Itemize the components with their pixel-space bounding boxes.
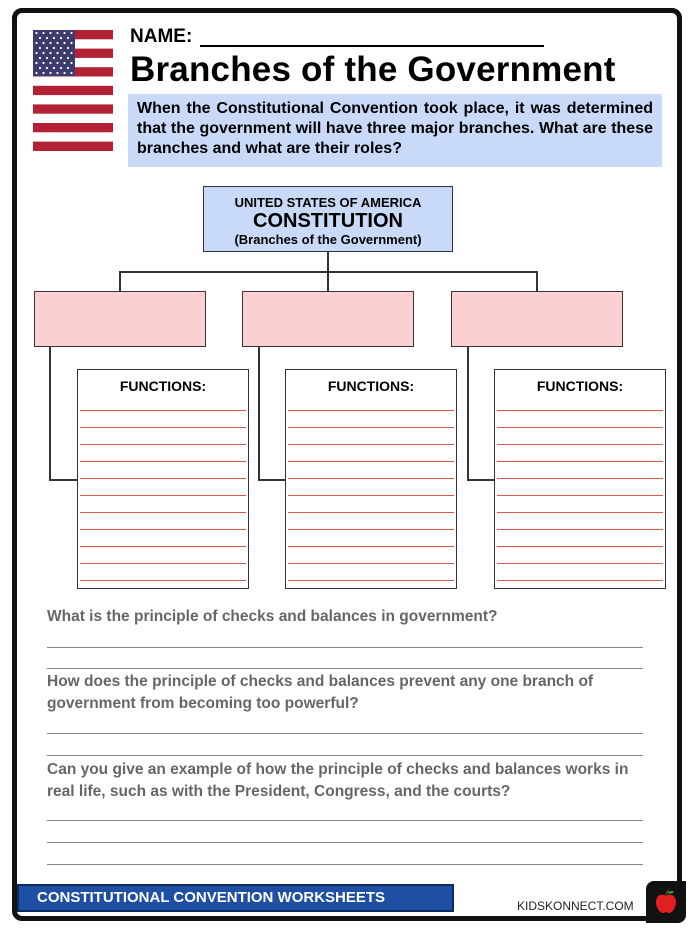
functions-answer-line[interactable] bbox=[80, 529, 246, 530]
answer-line[interactable] bbox=[47, 820, 643, 821]
functions-answer-line[interactable] bbox=[497, 478, 663, 479]
apple-icon bbox=[653, 889, 679, 915]
functions-answer-line[interactable] bbox=[288, 563, 454, 564]
functions-answer-line[interactable] bbox=[497, 410, 663, 411]
functions-answer-line[interactable] bbox=[80, 495, 246, 496]
functions-answer-line[interactable] bbox=[288, 512, 454, 513]
question-3: Can you give an example of how the principle of checks and balances works in real life, such as with the President, Congress, and the courts? bbox=[47, 761, 629, 800]
functions-answer-line[interactable] bbox=[497, 495, 663, 496]
functions-answer-line[interactable] bbox=[497, 546, 663, 547]
site-link[interactable]: KIDSKONNECT.COM bbox=[517, 899, 634, 913]
functions-answer-line[interactable] bbox=[80, 563, 246, 564]
connector-branch1-functions-h bbox=[49, 479, 77, 481]
functions-label: FUNCTIONS: bbox=[327, 378, 415, 394]
connector-branch2-functions-h bbox=[258, 479, 286, 481]
functions-answer-line[interactable] bbox=[288, 546, 454, 547]
constitution-title: CONSTITUTION bbox=[253, 210, 403, 232]
functions-answer-line[interactable] bbox=[80, 427, 246, 428]
constitution-country: UNITED STATES OF AMERICA bbox=[234, 195, 422, 210]
connector-branch1-functions bbox=[49, 347, 51, 479]
name-label: NAME: bbox=[130, 26, 193, 47]
answer-line[interactable] bbox=[47, 755, 643, 756]
question-2: How does the principle of checks and balances prevent any one branch of government from becoming too powerful? bbox=[47, 673, 594, 712]
functions-answer-line[interactable] bbox=[80, 546, 246, 547]
connector-right-down bbox=[536, 271, 538, 291]
functions-label: FUNCTIONS: bbox=[119, 378, 207, 394]
functions-answer-line[interactable] bbox=[80, 478, 246, 479]
branch-answer-box-2[interactable] bbox=[242, 291, 414, 347]
functions-answer-line[interactable] bbox=[288, 444, 454, 445]
functions-box-3[interactable] bbox=[494, 369, 666, 589]
connector-branch2-functions bbox=[258, 347, 260, 479]
functions-box-1[interactable] bbox=[77, 369, 249, 589]
functions-answer-line[interactable] bbox=[497, 563, 663, 564]
functions-answer-line[interactable] bbox=[80, 410, 246, 411]
functions-answer-line[interactable] bbox=[80, 512, 246, 513]
functions-answer-line[interactable] bbox=[497, 512, 663, 513]
answer-line[interactable] bbox=[47, 842, 643, 843]
functions-answer-line[interactable] bbox=[288, 580, 454, 581]
functions-answer-line[interactable] bbox=[497, 580, 663, 581]
answer-line[interactable] bbox=[47, 864, 643, 865]
connector-branch3-functions-h bbox=[467, 479, 495, 481]
question-1: What is the principle of checks and balances in government? bbox=[47, 608, 498, 625]
answer-line[interactable] bbox=[47, 668, 643, 669]
answer-line[interactable] bbox=[47, 733, 643, 734]
functions-answer-line[interactable] bbox=[288, 410, 454, 411]
answer-line[interactable] bbox=[47, 647, 643, 648]
branch-answer-box-3[interactable] bbox=[451, 291, 623, 347]
branch-answer-box-1[interactable] bbox=[34, 291, 206, 347]
connector-horizontal bbox=[119, 271, 537, 273]
functions-answer-line[interactable] bbox=[80, 461, 246, 462]
constitution-box bbox=[203, 186, 453, 252]
functions-answer-line[interactable] bbox=[497, 427, 663, 428]
functions-answer-line[interactable] bbox=[497, 529, 663, 530]
functions-label: FUNCTIONS: bbox=[536, 378, 624, 394]
functions-answer-line[interactable] bbox=[288, 478, 454, 479]
name-answer-line[interactable] bbox=[200, 45, 544, 47]
page-title: Branches of the Government bbox=[130, 50, 616, 89]
constitution-subtitle: (Branches of the Government) bbox=[234, 232, 422, 247]
functions-answer-line[interactable] bbox=[288, 427, 454, 428]
functions-answer-line[interactable] bbox=[288, 461, 454, 462]
logo-badge bbox=[646, 881, 686, 923]
functions-answer-line[interactable] bbox=[497, 461, 663, 462]
intro-text: When the Constitutional Convention took place, it was determined that the government will have three major branches. What are these branches and what are their roles? bbox=[128, 94, 662, 167]
connector-left-down bbox=[119, 271, 121, 291]
functions-answer-line[interactable] bbox=[497, 444, 663, 445]
functions-answer-line[interactable] bbox=[80, 444, 246, 445]
us-flag-icon bbox=[33, 30, 113, 151]
functions-answer-line[interactable] bbox=[288, 529, 454, 530]
footer-banner: CONSTITUTIONAL CONVENTION WORKSHEETS bbox=[17, 884, 454, 912]
functions-answer-line[interactable] bbox=[288, 495, 454, 496]
connector-branch3-functions bbox=[467, 347, 469, 479]
functions-box-2[interactable] bbox=[285, 369, 457, 589]
functions-answer-line[interactable] bbox=[80, 580, 246, 581]
